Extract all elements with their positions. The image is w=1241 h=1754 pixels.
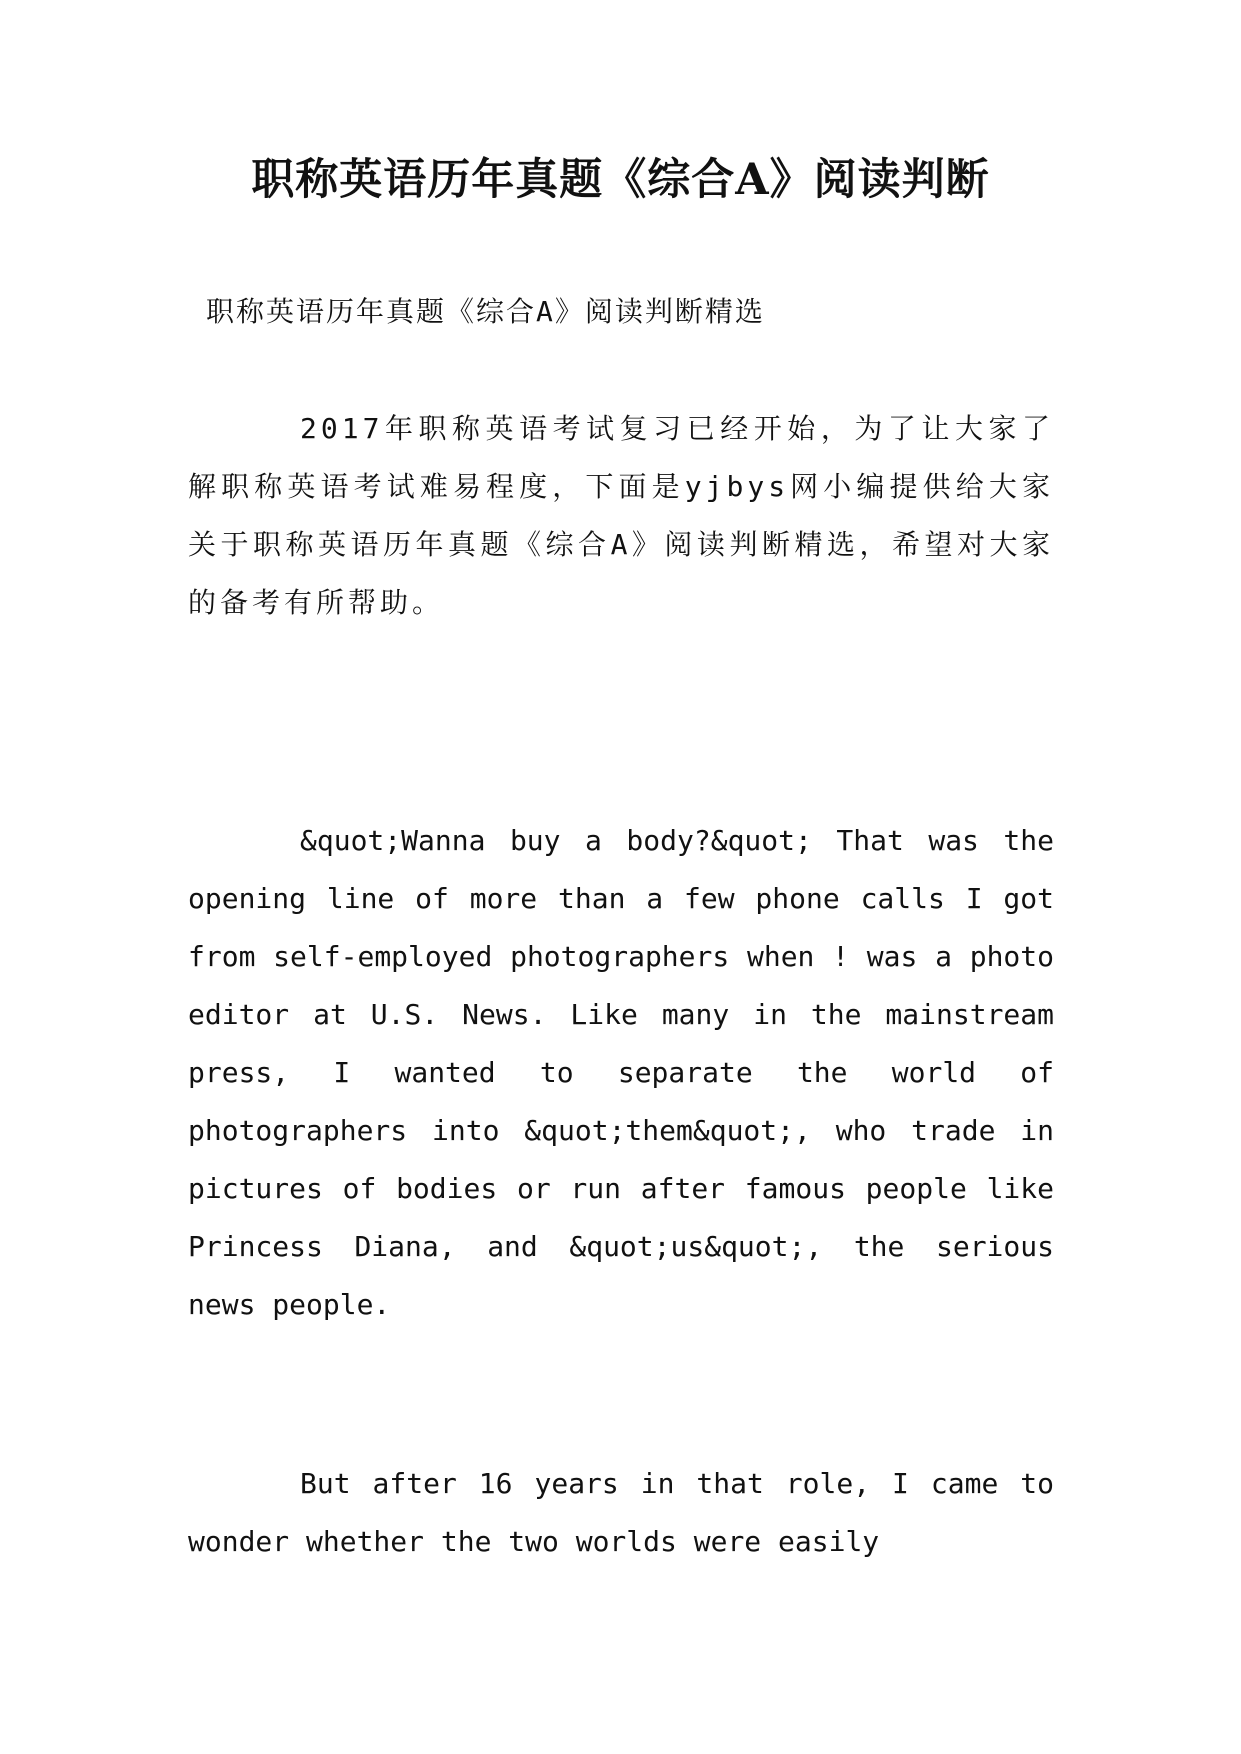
intro-paragraph: 2017年职称英语考试复习已经开始，为了让大家了解职称英语考试难易程度，下面是yjbys网小编提供给大家关于职称英语历年真题《综合A》阅读判断精选，希望对大家的备考有所帮助。	[188, 412, 1054, 619]
passage-paragraph-2: But after 16 years in that role, I came to wonder whether the two worlds were easily	[188, 1467, 1054, 1558]
document-title: 职称英语历年真题《综合A》阅读判断	[251, 155, 990, 205]
document-subtitle: 职称英语历年真题《综合A》阅读判断精选	[206, 295, 765, 328]
passage-paragraph-1: &quot;Wanna buy a body?&quot; That was the opening line of more than a few phone calls I got from self-employed photographers when ! was a photo editor at U.S. News. Like many in the mainstream press, I wanted to separate the world of photographers into &quot;them&quot;, who trade in pictures of bodies or run after famous people like Princess Diana, and &quot;us&quot;, the serious news people.	[188, 824, 1054, 1321]
